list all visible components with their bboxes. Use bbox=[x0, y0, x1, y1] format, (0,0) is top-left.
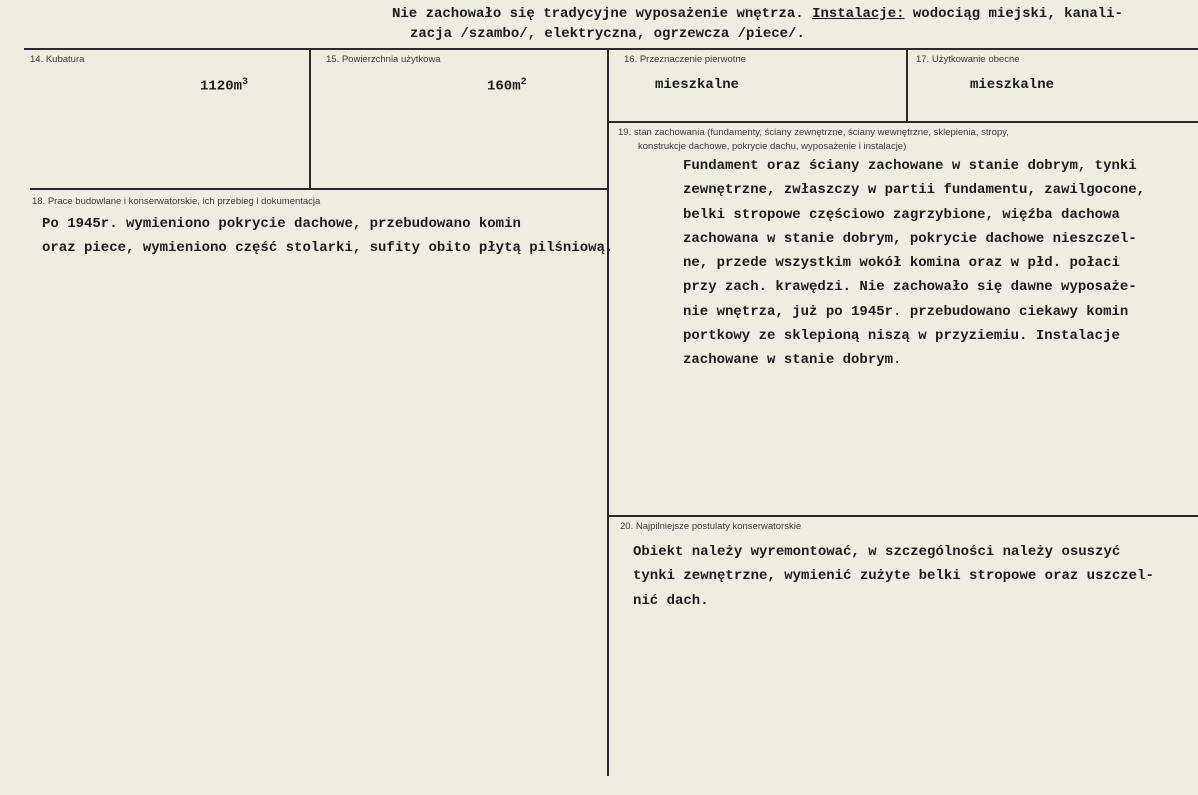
field-18-line-2: oraz piece, wymieniono część stolarki, sufity obito płytą pilśniową. bbox=[42, 240, 614, 257]
area-unit-exponent: 2 bbox=[520, 77, 527, 88]
volume-unit-exponent: 3 bbox=[242, 77, 249, 88]
top-text-line-1 bbox=[392, 6, 1123, 22]
top-text-line-1-end: wodociąg miejski, kanali- bbox=[912, 6, 1123, 22]
field-18-label: 18. Prace budowlane i konserwatorskie, ich przebieg i dokumentacja bbox=[32, 196, 321, 207]
field-19-line-6: przy zach. krawędzi. Nie zachowało się dawne wyposaże- bbox=[683, 279, 1137, 296]
field-18-line-1: Po 1945r. wymieniono pokrycie dachowe, przebudowano komin bbox=[42, 216, 521, 232]
volume-value: 1120m bbox=[200, 78, 243, 95]
field-20-label: 20. Najpilniejsze postulaty konserwatorskie bbox=[620, 521, 802, 532]
field-20-line-2: tynki zewnętrzne, wymienić zużyte belki stropowe oraz uszczel- bbox=[633, 568, 1154, 585]
divider-16-17 bbox=[906, 48, 908, 122]
field-19-line-1: Fundament oraz ściany zachowane w stanie dobrym, tynki bbox=[683, 158, 1137, 174]
field-19-line-5: ne, przede wszystkim wokół komina oraz w płd. połaci bbox=[683, 255, 1120, 272]
top-text-line-2: zacja /szambo/, elektryczna, ogrzewcza /piece/. bbox=[410, 26, 805, 42]
field-14-label: 14. Kubatura bbox=[30, 54, 85, 65]
rule-above-19 bbox=[608, 121, 1198, 123]
field-19-line-9: zachowane w stanie dobrym. bbox=[683, 352, 902, 369]
field-20-line-3: nić dach. bbox=[633, 592, 709, 609]
field-16-label: 16. Przeznaczenie pierwotne bbox=[624, 54, 746, 65]
field-15-value bbox=[487, 77, 527, 95]
top-text-line-1-start: Nie zachowało się tradycyjne wyposażenie wnętrza. bbox=[392, 6, 804, 22]
field-19-line-4: zachowana w stanie dobrym, pokrycie dachowe nieszczel- bbox=[683, 230, 1137, 247]
field-19-line-7: nie wnętrza, już po 1945r. przebudowano ciekawy komin bbox=[683, 303, 1129, 320]
field-20-line-1: Obiekt należy wyremontować, w szczególności należy osuszyć bbox=[633, 544, 1121, 560]
divider-15-16 bbox=[607, 48, 609, 776]
field-19-label-line-2: konstrukcje dachowe, pokrycie dachu, wyposażenie i instalacje) bbox=[638, 141, 907, 152]
rule-above-18 bbox=[30, 188, 608, 190]
field-17-label: 17. Użytkowanie obecne bbox=[916, 54, 1020, 65]
field-19-line-2: zewnętrzne, zwłaszczy w partii fundamentu, zawilgocone, bbox=[683, 182, 1146, 199]
divider-14-15 bbox=[309, 48, 311, 189]
area-value: 160m bbox=[487, 78, 521, 95]
field-18-text bbox=[42, 212, 613, 261]
field-15-label: 15. Powierzchnia użytkowa bbox=[326, 54, 441, 65]
rule-above-20 bbox=[608, 515, 1198, 517]
field-14-value bbox=[200, 77, 248, 95]
field-19-label-line-1: 19. stan zachowania (fundamenty, ściany zewnętrzne, ściany wewnętrzne, sklepienia, stropy, bbox=[618, 127, 1009, 138]
field-16-value: mieszkalne bbox=[655, 77, 740, 93]
installations-heading: Instalacje: bbox=[812, 6, 905, 22]
field-19-text bbox=[683, 154, 1145, 373]
field-20-text bbox=[633, 540, 1154, 613]
field-19-line-8: portkowy ze sklepioną niszą w przyziemiu. Instalacje bbox=[683, 328, 1120, 345]
field-19-line-3: belki stropowe częściowo zagrzybione, więźba dachowa bbox=[683, 206, 1120, 223]
field-17-value: mieszkalne bbox=[970, 77, 1055, 93]
top-horizontal-rule bbox=[24, 48, 1198, 50]
